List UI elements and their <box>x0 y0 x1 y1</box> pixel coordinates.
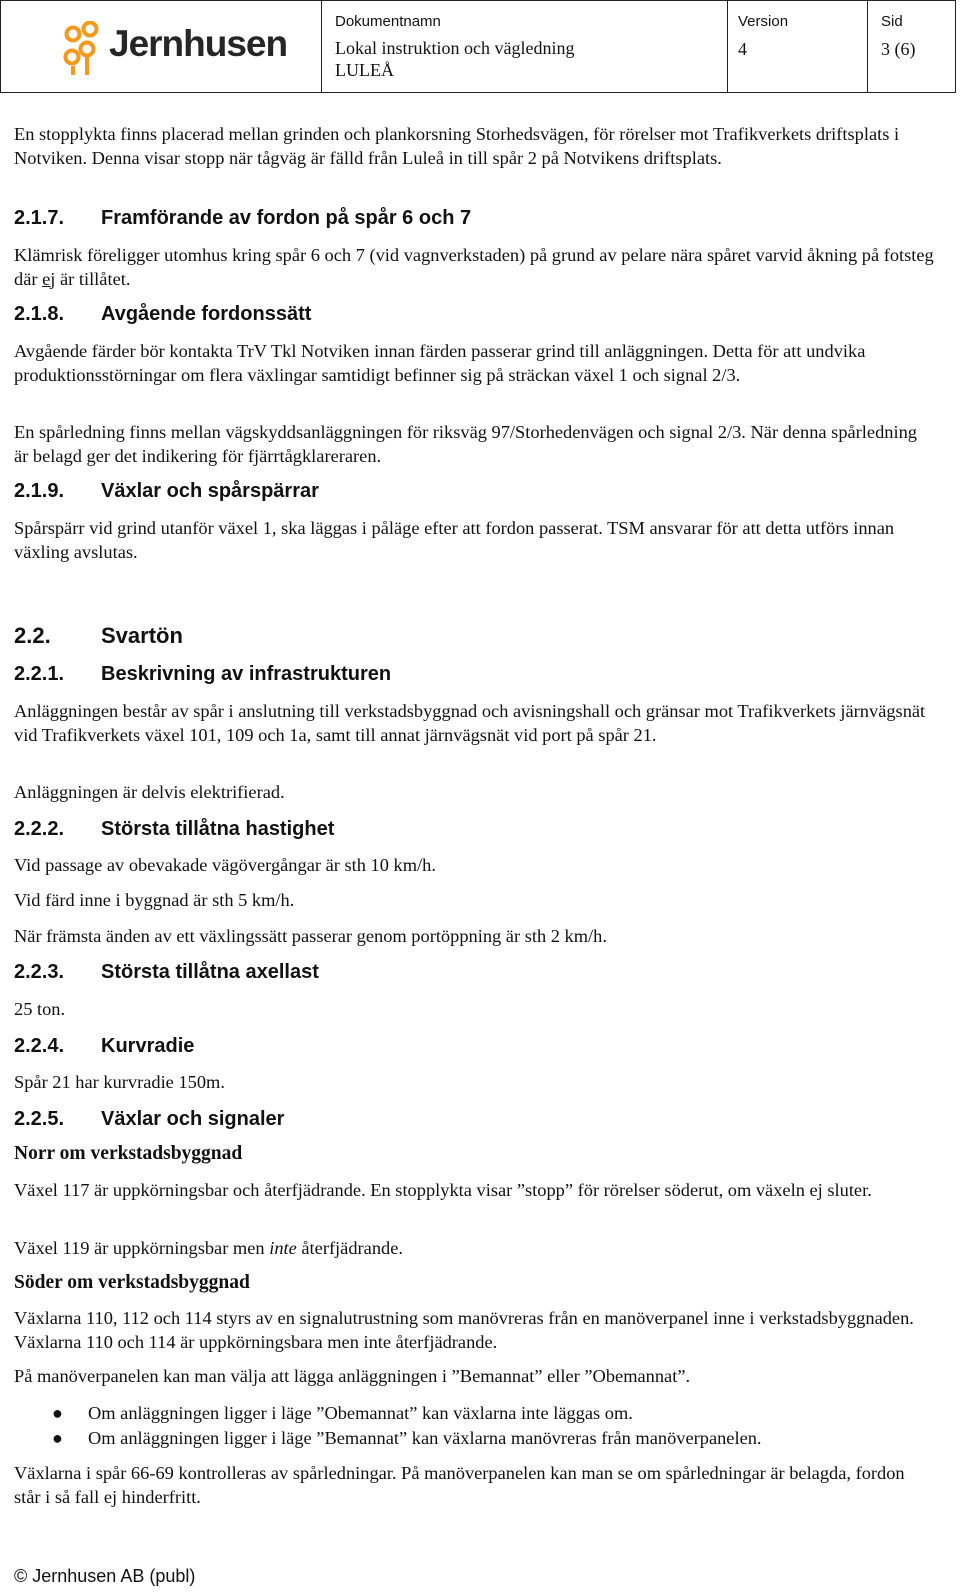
paragraph-2-2-1-a: Anläggningen består av spår i anslutning till verkstadsbyggnad och avisningshall och gränsar mot Trafikverkets järnvägsnät vid Trafikverkets växel 101, 109 och 1a, samt till annat järnvägsnät vid port på spår 21. <box>14 701 926 745</box>
italic-text: inte <box>269 1238 297 1258</box>
paragraph-north-b <box>14 1237 934 1261</box>
section-number: 2.1.9. <box>14 480 65 502</box>
text-part: Växel 119 är uppkörningsbar men <box>14 1238 270 1258</box>
text-part: är tillåtet. <box>55 268 131 289</box>
paragraph-2-1-9: Spårspärr vid grind utanför växel 1, ska läggas i påläge efter att fordon passerat. TSM ansvarar för att detta utförs innan växling avslutas. <box>14 518 895 562</box>
section-number: 2.2.3. <box>14 961 65 983</box>
heading-2-1-9 <box>14 480 319 503</box>
section-number: 2.2. <box>14 623 51 648</box>
version-label: Version <box>738 13 789 30</box>
section-title: Största tillåtna hastighet <box>101 818 335 840</box>
subheading-south: Söder om verkstadsbyggnad <box>14 1272 250 1293</box>
paragraph-south-a: Växlarna 110, 112 och 114 styrs av en signalutrustning som manövreras från en manöverpanel inne i verkstadsbyggnaden. Växlarna 110 och 114 är uppkörningsbara men inte återfjädrande. <box>14 1308 914 1352</box>
paragraph-2-2-2-c: När främsta änden av ett växlingssätt passerar genom portöppning är sth 2 km/h. <box>14 926 607 946</box>
paragraph-2-2-3: 25 ton. <box>14 999 66 1019</box>
section-number: 2.1.8. <box>14 303 65 325</box>
section-title: Största tillåtna axellast <box>101 961 319 983</box>
section-title: Växlar och spårspärrar <box>101 480 319 502</box>
heading-2-2-2 <box>14 818 334 841</box>
bullet-text: Om anläggningen ligger i läge ”Obemannat” kan växlarna inte läggas om. <box>88 1403 633 1423</box>
section-number: 2.1.7. <box>14 207 65 229</box>
bullet-text: Om anläggningen ligger i läge ”Bemannat” kan växlarna manövreras från manöverpanelen. <box>88 1428 762 1448</box>
page-label: Sid <box>881 13 903 30</box>
heading-2-2-3 <box>14 961 319 984</box>
footer-copyright: © Jernhusen AB (publ) <box>14 1566 196 1586</box>
bullet-dot: ● <box>52 1428 63 1448</box>
section-number: 2.2.2. <box>14 818 65 840</box>
text-part: återfjädrande. <box>296 1238 403 1258</box>
heading-2-2-5 <box>14 1108 284 1131</box>
logo-wordmark: Jernhusen <box>109 23 288 64</box>
heading-2-2-4 <box>14 1035 194 1058</box>
paragraph-2-2-2-b: Vid färd inne i byggnad är sth 5 km/h. <box>14 890 295 910</box>
section-title: Avgående fordonssätt <box>101 303 312 325</box>
heading-2-1-8 <box>14 303 311 326</box>
section-title: Framförande av fordon på spår 6 och 7 <box>101 207 472 229</box>
paragraph-south-c: Växlarna i spår 66-69 kontrolleras av spårledningar. På manöverpanelen kan man se om spårledningar är belagda, fordon står i så fall ej hinderfritt. <box>14 1463 905 1507</box>
jernhusen-logo <box>63 19 288 77</box>
section-title: Svartön <box>101 623 183 648</box>
document-header <box>0 0 956 93</box>
doc-name-value: Lokal instruktion och vägledning <box>335 38 575 58</box>
paragraph-south-b: På manöverpanelen kan man välja att lägga anläggningen i ”Bemannat” eller ”Obemannat”. <box>14 1366 691 1386</box>
version-cell <box>727 1 867 92</box>
paragraph-2-2-2-a: Vid passage av obevakade vägövergångar är sth 10 km/h. <box>14 855 436 875</box>
heading-2-2-1 <box>14 663 391 686</box>
heading-2-2 <box>14 623 183 649</box>
text-part: Klämrisk föreligger utomhus kring spår 6 och 7 (vid vagnverkstaden) på grund av pelare nära spåret varvid åkning på fotsteg där <box>14 245 934 289</box>
paragraph-2-1-8-b: En spårledning finns mellan vägskyddsanläggningen för riksväg 97/Storhedenvägen och signal 2/3. När denna spårledning är belagd ger det indikering för fjärrtågklareraren. <box>14 422 917 466</box>
section-number: 2.2.5. <box>14 1108 65 1130</box>
paragraph-2-2-1-b: Anläggningen är delvis elektrifierad. <box>14 782 285 802</box>
section-number: 2.2.4. <box>14 1035 65 1057</box>
paragraph-2-1-7 <box>14 244 934 291</box>
paragraph-north-a: Växel 117 är uppkörningsbar och återfjädrande. En stopplykta visar ”stopp” för rörelser söderut, om växeln ej sluter. <box>14 1180 872 1200</box>
doc-name-cell <box>321 1 727 92</box>
doc-place-value: LULEÅ <box>335 60 394 80</box>
intro-paragraph: En stopplykta finns placerad mellan grinden och plankorsning Storhedsvägen, för rörelser mot Trafikverkets driftsplats i Notviken. Denna visar stopp när tågväg är fälld från Luleå in till spår 2 på Notvikens driftsplats. <box>14 124 900 168</box>
section-number: 2.2.1. <box>14 663 65 685</box>
section-title: Kurvradie <box>101 1035 195 1057</box>
jernhusen-logo-icon <box>63 21 109 77</box>
paragraph-2-2-4: Spår 21 har kurvradie 150m. <box>14 1072 225 1092</box>
doc-name-label: Dokumentnamn <box>335 13 441 30</box>
page-value: 3 (6) <box>881 39 916 59</box>
version-value: 4 <box>738 39 747 59</box>
section-title: Växlar och signaler <box>101 1108 285 1130</box>
section-title: Beskrivning av infrastrukturen <box>101 663 392 685</box>
paragraph-2-1-8-a: Avgående färder bör kontakta TrV Tkl Notviken innan färden passerar grind till anläggningen. Detta för att undvika produktionsstörningar om flera växlingar samtidigt befinner sig på sträckan växel 1 och signal 2/3. <box>14 341 866 385</box>
bullet-dot: ● <box>52 1403 63 1423</box>
page-cell <box>867 1 955 92</box>
subheading-north: Norr om verkstadsbyggnad <box>14 1143 243 1164</box>
heading-2-1-7 <box>14 207 471 230</box>
underlined-text: ej <box>42 268 56 289</box>
